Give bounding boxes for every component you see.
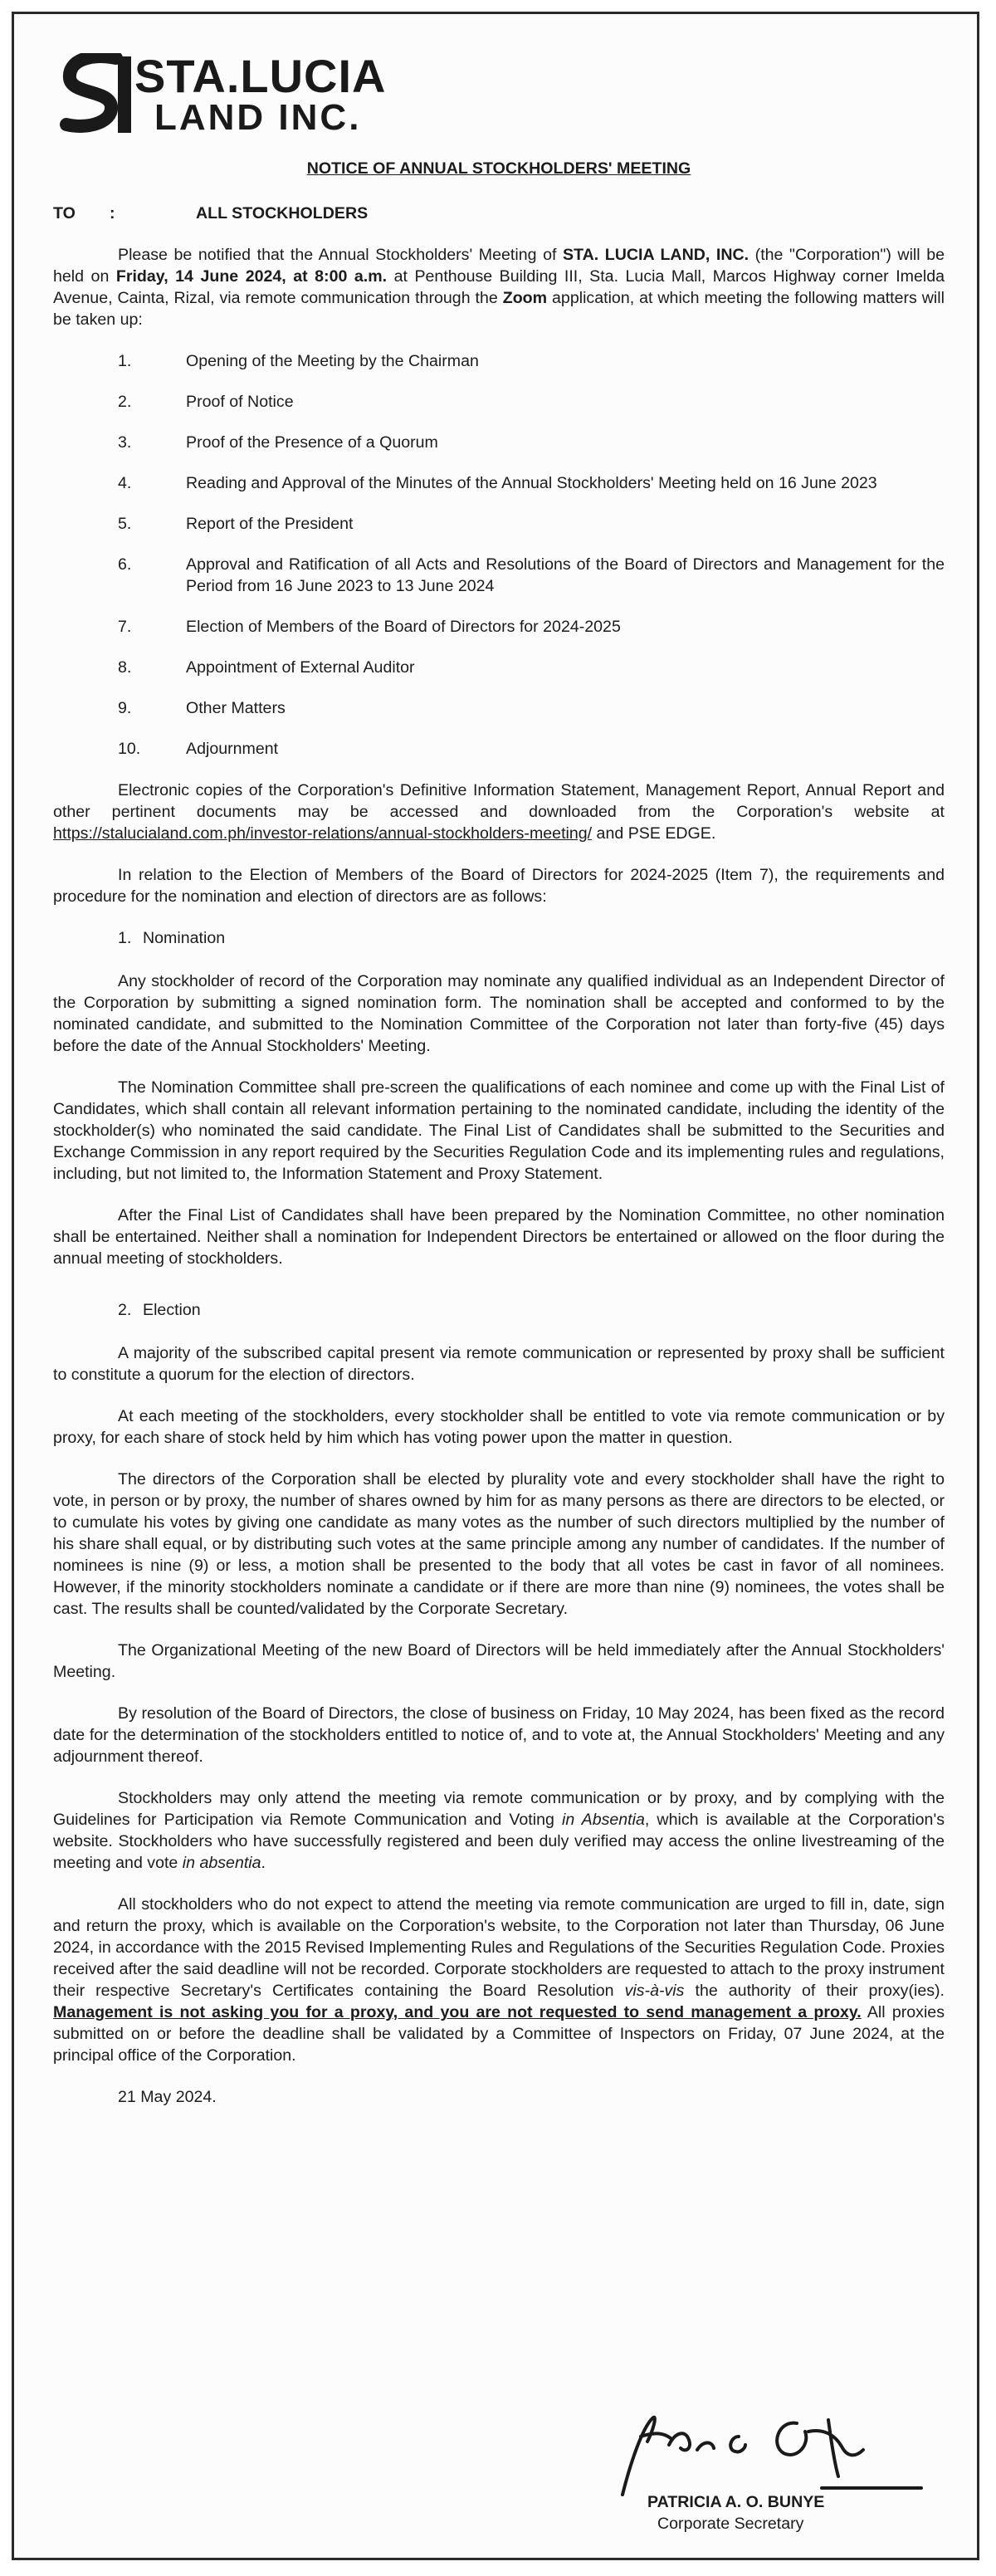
relation-paragraph: In relation to the Election of Members of the Board of Directors for 2024-2025 (Item 7), the requirements and procedure for the nomination and election of directors are as follows: [53,866,945,906]
attendance-paragraph: Stockholders may only attend the meeting via remote communication or by proxy, and by complying with the Guidelines for Participation via Remote Communication and Voting in Absentia, which is available at the Corporation's website. Stockholders who have successfully registered and been duly verified may access the online livestreaming of the meeting and vote in absentia. [53,1789,945,1872]
notice-date: 21 May 2024. [118,2088,217,2106]
agenda-list [53,350,945,760]
agenda-item: 8. Appointment of External Auditor [118,658,415,677]
agenda-item: 9. Other Matters [118,699,286,717]
election-paragraph-1: A majority of the subscribed capital present via remote communication or represented by proxy shall be sufficient to constitute a quorum for the election of directors. [53,1344,945,1384]
nomination-paragraph-1: Any stockholder of record of the Corporation may nominate any qualified individual as an Independent Director of the Corporation by submitting a signed nomination form. The nomination shall be accepted and conformed to by the nominated candidate, and submitted to the Nomination Committee of the Corporation not later than forty-five (45) days before the date of the Annual Stockholders' Meeting. [53,972,945,1055]
addressee-row [53,203,945,224]
agenda-item: 5. Report of the President [118,515,354,533]
nomination-heading: 1. Nomination [118,929,226,947]
signatory-name: PATRICIA A. O. BUNYE [647,2493,825,2511]
agenda-item: 10. Adjournment [118,740,279,758]
zoom-label: Zoom [502,289,548,307]
agenda-item: 7. Election of Members of the Board of Directors for 2024-2025 [118,618,621,636]
intro-text-g: application, at which meeting the following matters will be taken up: [53,289,945,329]
logo-line-1: STA.LUCIA [134,50,387,102]
to-value: ALL STOCKHOLDERS [196,204,369,222]
handwritten-signature-icon [606,2395,954,2503]
intro-text-e: at Penthouse Building III, Sta. Lucia Mall, Marcos Highway corner Imelda Avenue, Cainta, Rizal, via remote communication through the [53,267,945,307]
signature-block [606,2395,954,2533]
page-title: NOTICE OF ANNUAL STOCKHOLDERS' MEETING [306,159,691,178]
nomination-paragraph-3: After the Final List of Candidates shall have been prepared by the Nomination Committee, no other nomination shall be entertained. Neither shall a nomination for Independent Directors be entertained or allowed on the floor during the annual meeting of stockholders. [53,1206,945,1268]
intro-text-a: Please be notified that the Annual Stockholders' Meeting of [118,246,563,264]
logo-line-2: LAND INC. [154,97,362,138]
intro-paragraph [53,244,945,330]
election-paragraph-3: The directors of the Corporation shall be elected by plurality vote and every stockholder shall have the right to vote, in person or by proxy, the number of shares owned by him for as many persons as there are directors to be elected, or to cumulate his votes by giving one candidate as many votes as the number of such directors multiplied by the number of his share shall equal, or by distributing such votes at the same principle among any number of candidates. If the number of nominees is nine (9) or less, a motion shall be presented to the body that all votes be cast in favor of all nominees. However, if the minority stockholders nominate a candidate or if there are more than nine (9) nominees, the votes shall be cast. The results shall be counted/validated by the Corporate Secretary. [53,1470,945,1618]
company-logo [58,46,407,144]
nomination-paragraph-2: The Nomination Committee shall pre-screen the qualifications of each nominee and come up with the Final List of Candidates, which shall contain all relevant information pertaining to the nominated candidate, including the identity of the stockholder(s) who nominated the said candidate. The Final List of Candidates shall be submitted to the Securities and Exchange Commission in any report required by the Securities Regulation Code and its implementing rules and regulations, including, but not limited to, the Information Statement and Proxy Statement. [53,1078,945,1183]
agenda-item: 4. Reading and Approval of the Minutes of the Annual Stockholders' Meeting held on 16 June 2023 [118,474,877,492]
record-date-paragraph: By resolution of the Board of Directors, the close of business on Friday, 10 May 2024, has been fixed as the record date for the determination of the stockholders entitled to notice of, and to vote at, the Annual Stockholders' Meeting and any adjournment thereof. [53,1704,945,1766]
meeting-datetime: Friday, 14 June 2024, at 8:00 a.m. [115,267,388,286]
election-heading: 2. Election [118,1301,201,1319]
agenda-item: 1. Opening of the Meeting by the Chairman [118,352,479,370]
organizational-meeting-paragraph: The Organizational Meeting of the new Board of Directors will be held immediately after the Annual Stockholders' Meeting. [53,1641,945,1681]
proxy-paragraph: All stockholders who do not expect to attend the meeting via remote communication are urged to fill in, date, sign and return the proxy, which is available on the Corporation's website, to the Corporation not later than Thursday, 06 June 2024, in accordance with the 2015 Revised Implementing Rules and Regulations of the Securities Regulation Code. Proxies received after the said deadline will not be recorded. Corporate stockholders are requested to attach to the proxy instrument their respective Secretary's Certificates containing the Board Resolution vis-à-vis the authority of their proxy(ies). Management is not asking you for a proxy, and you are not requested to send management a proxy. All proxies submitted on or before the deadline shall be validated by a Committee of Inspectors on Friday, 07 June 2024, at the principal office of the Corporation. [53,1895,945,2065]
to-colon: : [110,204,115,222]
agenda-item: 2. Proof of Notice [118,393,294,411]
company-name: STA. LUCIA LAND, INC. [563,246,749,264]
sta-lucia-logo-icon [58,53,138,136]
election-paragraph-2: At each meeting of the stockholders, every stockholder shall be entitled to vote via remote communication or by proxy, for each share of stock held by him which has voting power upon the matter in question. [53,1407,945,1447]
electronic-copies-paragraph: Electronic copies of the Corporation's Definitive Information Statement, Management Report, Annual Report and other pertinent documents may be accessed and downloaded from the Corporation's website at https://stalucialand.com.ph/investor-relations/annual-stockholders-meeting/ and PSE EDGE. [53,781,945,843]
proxy-disclaimer: Management is not asking you for a proxy, and you are not requested to send management a proxy. [53,2003,862,2021]
intro-text-c: (the "Corporation") will be held on [53,246,945,286]
agenda-item: 3. Proof of the Presence of a Quorum [118,433,438,452]
website-link[interactable]: https://stalucialand.com.ph/investor-relations/annual-stockholders-meeting/ [53,824,593,843]
agenda-item: 6. Approval and Ratification of all Acts and Resolutions of the Board of Directors and Management for the Period from 16 June 2023 to 13 June 2024 [118,555,945,595]
signatory-title: Corporate Secretary [657,2515,804,2533]
notice-body [53,158,945,2108]
to-label: TO [53,204,76,222]
